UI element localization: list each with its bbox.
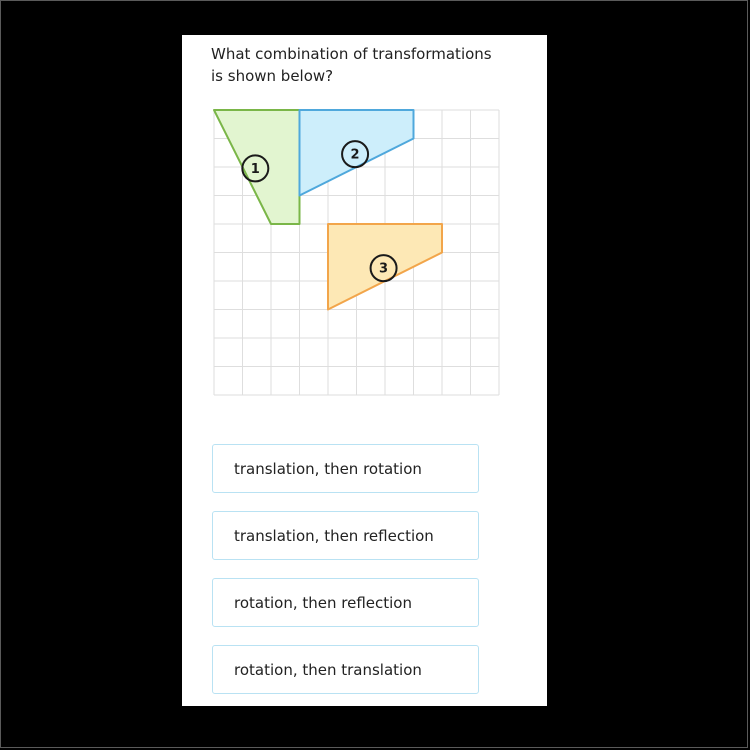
shape-3-label: 3	[379, 261, 389, 277]
answer-option-2[interactable]	[212, 511, 479, 560]
question-line-2: is shown below?	[211, 67, 334, 85]
answer-option-1-label: translation, then rotation	[234, 459, 422, 478]
question-line-1: What combination of transformations	[211, 45, 492, 63]
shape-2-label: 2	[350, 147, 360, 163]
answer-option-3[interactable]	[212, 578, 479, 627]
answer-option-4-label: rotation, then translation	[234, 660, 422, 679]
answer-option-2-label: translation, then reflection	[234, 526, 434, 545]
answer-option-4[interactable]	[212, 645, 479, 694]
question-card	[182, 35, 547, 706]
answer-option-1[interactable]	[212, 444, 479, 493]
shape-1-label: 1	[250, 161, 260, 177]
answer-option-3-label: rotation, then reflection	[234, 593, 412, 612]
transformation-figure	[182, 35, 547, 415]
